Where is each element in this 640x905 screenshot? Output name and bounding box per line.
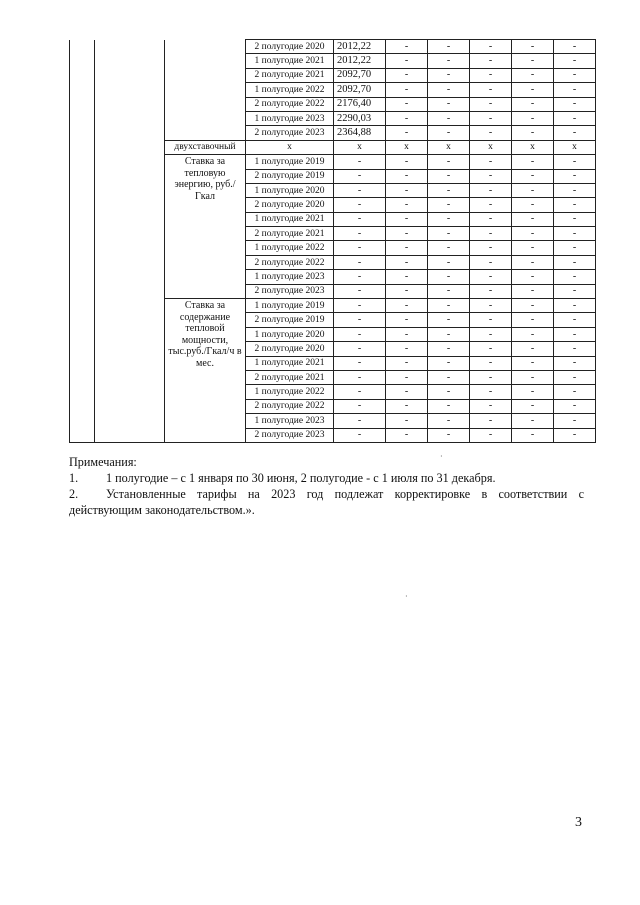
dash-cell: -: [554, 399, 596, 413]
dash-cell: -: [554, 212, 596, 226]
dash-cell: -: [386, 83, 428, 97]
dash-cell: -: [512, 198, 554, 212]
dash-cell: -: [512, 155, 554, 169]
dash-cell: -: [554, 169, 596, 183]
dash-cell: -: [386, 126, 428, 140]
dash-cell: -: [386, 97, 428, 111]
value-cell: 2012,22: [334, 54, 386, 68]
dash-cell: -: [470, 255, 512, 269]
period-cell: 1 полугодие 2020: [246, 327, 334, 341]
dash-cell: -: [512, 356, 554, 370]
dash-cell: -: [470, 183, 512, 197]
dash-cell: -: [554, 40, 596, 54]
dash-cell: -: [386, 327, 428, 341]
tariff-table: [69, 39, 596, 443]
dash-cell: -: [470, 212, 512, 226]
dash-cell: -: [554, 126, 596, 140]
period-cell: 1 полугодие 2023: [246, 270, 334, 284]
value-cell: 2012,22: [334, 40, 386, 54]
dash-cell: -: [428, 183, 470, 197]
dash-cell: -: [334, 270, 386, 284]
dash-cell: -: [428, 284, 470, 298]
dash-cell: -: [386, 385, 428, 399]
dash-cell: -: [386, 111, 428, 125]
value-cell: 2176,40: [334, 97, 386, 111]
dash-cell: -: [428, 111, 470, 125]
note-1: 1. 1 полугодие – с 1 января по 30 июня, 2 полугодие - с 1 июля по 31 декабря.: [69, 471, 496, 485]
dash-cell: -: [386, 183, 428, 197]
dash-cell: -: [334, 385, 386, 399]
dash-cell: -: [386, 414, 428, 428]
note-2: 2. Установленные тарифы на 2023 год подлежат корректировке в соответствии с действующим законодательством.».: [69, 487, 584, 517]
dash-cell: -: [470, 169, 512, 183]
dash-cell: -: [470, 414, 512, 428]
period-cell: 2 полугодие 2020: [246, 342, 334, 356]
dash-cell: -: [554, 83, 596, 97]
dash-cell: -: [334, 342, 386, 356]
notes: [69, 454, 584, 518]
page-number: 3: [575, 815, 582, 830]
dash-cell: -: [386, 255, 428, 269]
x-cell: х: [428, 140, 470, 154]
x-cell: х: [334, 140, 386, 154]
dash-cell: -: [512, 414, 554, 428]
dash-cell: -: [470, 385, 512, 399]
dash-cell: -: [334, 255, 386, 269]
dash-cell: -: [428, 40, 470, 54]
dash-cell: -: [386, 356, 428, 370]
dash-cell: -: [554, 270, 596, 284]
dash-cell: -: [512, 284, 554, 298]
value-cell: 2364,88: [334, 126, 386, 140]
period-cell: 1 полугодие 2020: [246, 183, 334, 197]
dash-cell: -: [428, 227, 470, 241]
dash-cell: -: [428, 299, 470, 313]
table-col-b-cell: [95, 40, 165, 443]
dash-cell: -: [428, 428, 470, 442]
dash-cell: -: [470, 83, 512, 97]
dash-cell: -: [470, 284, 512, 298]
x-cell: х: [246, 140, 334, 154]
dash-cell: -: [334, 313, 386, 327]
dash-cell: -: [386, 227, 428, 241]
dash-cell: -: [470, 227, 512, 241]
dash-cell: -: [386, 342, 428, 356]
x-cell: х: [554, 140, 596, 154]
dash-cell: -: [470, 68, 512, 82]
dash-cell: -: [512, 83, 554, 97]
dash-cell: -: [428, 97, 470, 111]
dash-cell: -: [334, 198, 386, 212]
value-cell: 2092,70: [334, 68, 386, 82]
dash-cell: -: [554, 414, 596, 428]
dash-cell: -: [386, 313, 428, 327]
dash-cell: -: [428, 198, 470, 212]
dash-cell: -: [554, 97, 596, 111]
dash-cell: -: [554, 155, 596, 169]
dash-cell: -: [554, 299, 596, 313]
dash-cell: -: [512, 299, 554, 313]
dash-cell: -: [428, 126, 470, 140]
period-cell: 2 полугодие 2021: [246, 370, 334, 384]
dash-cell: -: [386, 40, 428, 54]
dash-cell: -: [386, 155, 428, 169]
dash-cell: -: [428, 255, 470, 269]
dash-cell: -: [428, 83, 470, 97]
dash-cell: -: [334, 284, 386, 298]
dash-cell: -: [554, 284, 596, 298]
notes-heading: Примечания:: [69, 455, 137, 469]
dash-cell: -: [512, 399, 554, 413]
dash-cell: -: [428, 270, 470, 284]
dash-cell: -: [512, 370, 554, 384]
dash-cell: -: [512, 313, 554, 327]
period-cell: 2 полугодие 2019: [246, 169, 334, 183]
dash-cell: -: [386, 270, 428, 284]
dash-cell: -: [512, 54, 554, 68]
dash-cell: -: [512, 428, 554, 442]
dash-cell: -: [554, 198, 596, 212]
dash-cell: -: [512, 111, 554, 125]
dash-cell: -: [470, 356, 512, 370]
dash-cell: -: [386, 169, 428, 183]
dash-cell: -: [512, 227, 554, 241]
dash-cell: -: [554, 255, 596, 269]
dash-cell: -: [470, 40, 512, 54]
dash-cell: -: [334, 399, 386, 413]
period-cell: 1 полугодие 2023: [246, 111, 334, 125]
x-cell: х: [512, 140, 554, 154]
dash-cell: -: [334, 241, 386, 255]
dash-cell: -: [470, 111, 512, 125]
dash-cell: -: [554, 183, 596, 197]
dash-cell: -: [470, 342, 512, 356]
dash-cell: -: [428, 342, 470, 356]
scan-speck: ·: [440, 452, 443, 461]
dash-cell: -: [428, 313, 470, 327]
period-cell: 2 полугодие 2020: [246, 40, 334, 54]
dash-cell: -: [470, 198, 512, 212]
dash-cell: -: [554, 241, 596, 255]
dash-cell: -: [386, 68, 428, 82]
dash-cell: -: [554, 356, 596, 370]
dash-cell: -: [386, 370, 428, 384]
dash-cell: -: [554, 227, 596, 241]
period-cell: 1 полугодие 2022: [246, 385, 334, 399]
dash-cell: -: [428, 68, 470, 82]
dash-cell: -: [512, 68, 554, 82]
dash-cell: -: [512, 241, 554, 255]
dash-cell: -: [470, 399, 512, 413]
dash-cell: -: [386, 212, 428, 226]
dash-cell: -: [334, 155, 386, 169]
dash-cell: -: [554, 428, 596, 442]
dash-cell: -: [428, 155, 470, 169]
value-cell: 2290,03: [334, 111, 386, 125]
dash-cell: -: [428, 169, 470, 183]
dash-cell: -: [428, 399, 470, 413]
dash-cell: -: [386, 241, 428, 255]
dash-cell: -: [554, 370, 596, 384]
dash-cell: -: [428, 356, 470, 370]
dash-cell: -: [470, 327, 512, 341]
period-cell: 1 полугодие 2023: [246, 414, 334, 428]
dash-cell: -: [512, 126, 554, 140]
period-cell: 2 полугодие 2020: [246, 198, 334, 212]
period-cell: 2 полугодие 2021: [246, 227, 334, 241]
dash-cell: -: [512, 270, 554, 284]
dash-cell: -: [470, 241, 512, 255]
dash-cell: -: [386, 284, 428, 298]
period-cell: 2 полугодие 2023: [246, 428, 334, 442]
x-cell: х: [386, 140, 428, 154]
scan-speck: ·: [405, 592, 408, 601]
x-cell: х: [470, 140, 512, 154]
dash-cell: -: [386, 299, 428, 313]
dash-cell: -: [334, 370, 386, 384]
dash-cell: -: [470, 155, 512, 169]
period-cell: 2 полугодие 2023: [246, 126, 334, 140]
period-cell: 1 полугодие 2019: [246, 155, 334, 169]
dash-cell: -: [386, 54, 428, 68]
period-cell: 1 полугодие 2021: [246, 54, 334, 68]
period-cell: 1 полугодие 2022: [246, 241, 334, 255]
period-cell: 1 полугодие 2021: [246, 356, 334, 370]
dash-cell: -: [334, 212, 386, 226]
dash-cell: -: [470, 313, 512, 327]
dash-cell: -: [428, 414, 470, 428]
dash-cell: -: [428, 241, 470, 255]
period-cell: 2 полугодие 2022: [246, 255, 334, 269]
dash-cell: -: [470, 299, 512, 313]
period-cell: 2 полугодие 2022: [246, 399, 334, 413]
value-cell: 2092,70: [334, 83, 386, 97]
dash-cell: -: [512, 255, 554, 269]
period-cell: 2 полугодие 2019: [246, 313, 334, 327]
dash-cell: -: [554, 68, 596, 82]
dash-cell: -: [470, 54, 512, 68]
dash-cell: -: [470, 428, 512, 442]
dash-cell: -: [334, 169, 386, 183]
dash-cell: -: [386, 198, 428, 212]
period-cell: 2 полугодие 2022: [246, 97, 334, 111]
dash-cell: -: [554, 54, 596, 68]
dash-cell: -: [512, 385, 554, 399]
dash-cell: -: [428, 385, 470, 399]
period-cell: 1 полугодие 2021: [246, 212, 334, 226]
dash-cell: -: [386, 428, 428, 442]
period-cell: 2 полугодие 2023: [246, 284, 334, 298]
dash-cell: -: [428, 212, 470, 226]
dash-cell: -: [554, 313, 596, 327]
dash-cell: -: [334, 299, 386, 313]
dash-cell: -: [512, 40, 554, 54]
dash-cell: -: [554, 327, 596, 341]
dash-cell: -: [470, 126, 512, 140]
dash-cell: -: [334, 327, 386, 341]
period-cell: 1 полугодие 2022: [246, 83, 334, 97]
dash-cell: -: [334, 428, 386, 442]
dash-cell: -: [470, 370, 512, 384]
dash-cell: -: [386, 399, 428, 413]
dash-cell: -: [428, 54, 470, 68]
period-cell: 2 полугодие 2021: [246, 68, 334, 82]
dash-cell: -: [334, 183, 386, 197]
dash-cell: -: [554, 111, 596, 125]
dash-cell: -: [470, 97, 512, 111]
dash-cell: -: [334, 356, 386, 370]
dash-cell: -: [512, 183, 554, 197]
dash-cell: -: [334, 414, 386, 428]
dash-cell: -: [428, 370, 470, 384]
dash-cell: -: [512, 212, 554, 226]
dash-cell: -: [470, 270, 512, 284]
energy-rate-label: Ставка за тепловую энергию, руб./Гкал: [165, 155, 246, 299]
dash-cell: -: [334, 227, 386, 241]
dash-cell: -: [512, 327, 554, 341]
dash-cell: -: [554, 342, 596, 356]
dash-cell: -: [512, 97, 554, 111]
two-part-label: двухставочный: [165, 140, 246, 154]
capacity-rate-label: Ставка за содержание тепловой мощности, тыс.руб./Гкал/ч в мес.: [165, 299, 246, 443]
period-cell: 1 полугодие 2019: [246, 299, 334, 313]
dash-cell: -: [512, 169, 554, 183]
dash-cell: -: [554, 385, 596, 399]
table-col-c-cell: [165, 40, 246, 141]
table-col-a-cell: [70, 40, 95, 443]
dash-cell: -: [428, 327, 470, 341]
table-row: [70, 40, 596, 54]
dash-cell: -: [512, 342, 554, 356]
